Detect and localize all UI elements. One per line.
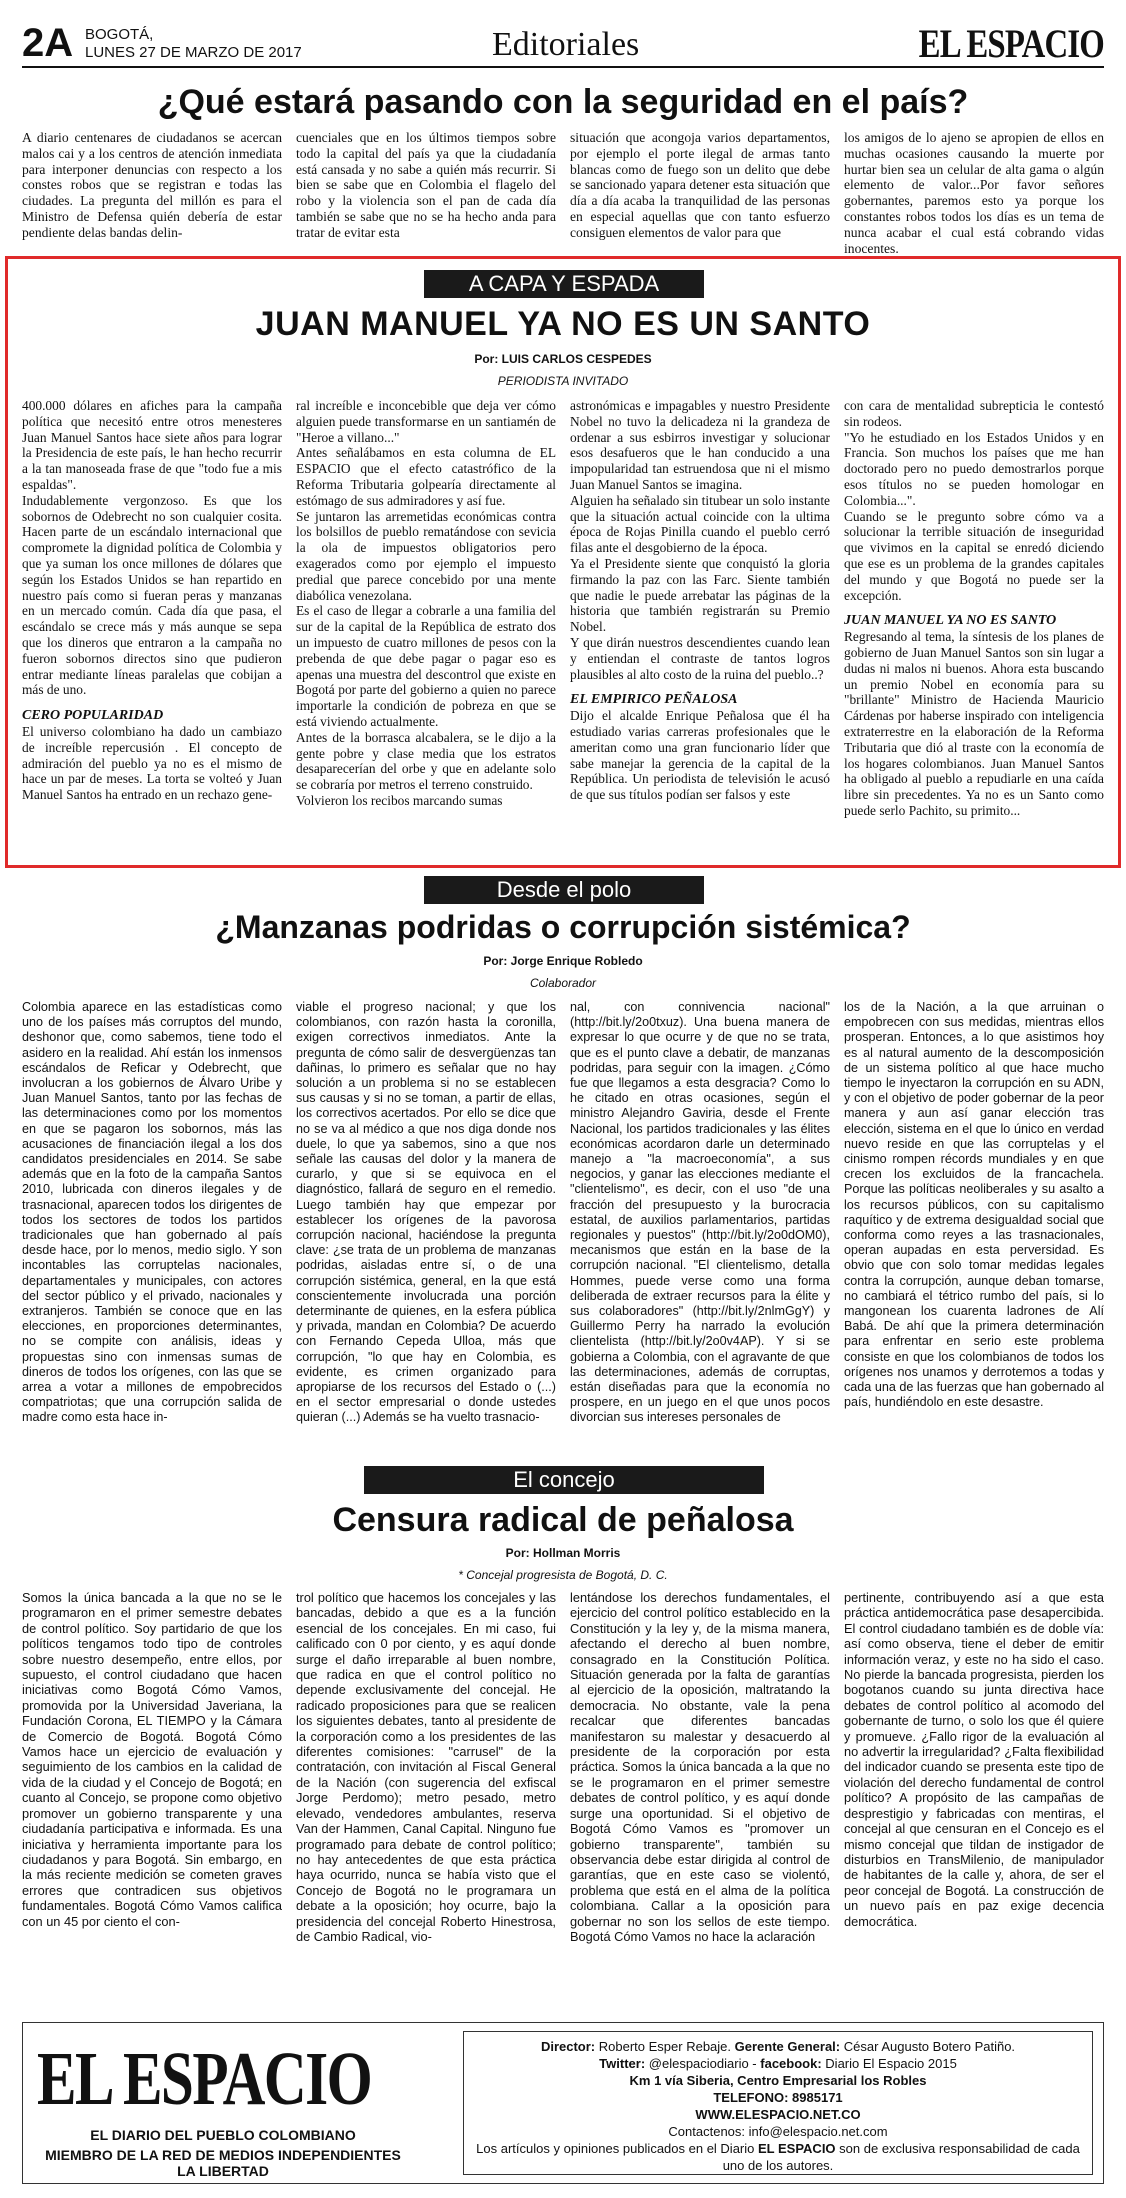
paragraph: Ya el Presidente siente que conquistó la gloria firmando la paz con las Farc. Siente también que nadie le puede arrebatar las páginas de la historia que también registrarán su Premio Nobel. — [570, 555, 830, 635]
page-footer — [22, 2022, 1104, 2184]
editorial-headline: ¿Qué estará pasando con la seguridad en el país? — [157, 83, 969, 121]
paragraph: Cuando se le pregunto sobre cómo va a solucionar la terrible situación de inseguridad que vivimos en la capital se enredó diciendo que ese es un problema de la grandes capitales del mundo y que Bogotá no puede ser la excepción. — [844, 508, 1104, 603]
article-body — [22, 398, 1104, 860]
article-headline: Censura radical de peñalosa — [332, 1501, 794, 1539]
article-headline: ¿Manzanas podridas o corrupción sistémica? — [215, 909, 911, 945]
article-column: pertinente, contribuyendo así a que esta práctica antidemocrática pase desapercibida. El control ciudadano también es de doble vía: así como observa, tiene el deber de emitir información veraz, y este no ha sido el caso. No pierde la bancada progresista, pierden los bogotanos cuando su junta directiva hace debates de control político al acomodo del gobernante de turno, o solo los que él quiere y promueve. ¿Fallo rigor de la evaluación al no advertir la irregularidad? ¿Falta flexibilidad del indicador cuando se presenta este tipo de violación del derecho fundamental de control político? A propósito de las campañas de desprestigio y fabricadas con mentiras, el concejal al que censuran en el Concejo es el mismo concejal que tildan de instigador de disturbios en TransMilenio, de manipulador de habitantes de la calle y, ahora, de ser el peor concejal de Bogotá. La construcción de un nuevo país en paz exige decencia democrática. — [844, 1590, 1104, 1929]
article-column: lentándose los derechos fundamentales, el ejercicio del control político establecido en la Constitución y la ley y, de la misma manera, afectando el derecho al buen nombre, consagrado en la Constitución Política. Situación generada por la falta de garantías al ejercicio de la oposición, maltratando la democracia. No obstante, vale la pena recalcar que diferentes bancadas manifestaron su malestar y desacuerdo al presidente de la corporación por esta práctica. Somos la única bancada a la que no se le programaron en el primer semestre debates de control político, y es aquí donde surge una oportunidad. Si el objetivo de Bogotá Cómo Vamos es "promover un gobierno transparente", también su observancia debe estar dirigida al control de garantías, que en este caso se violentó, problema que está en el alma de la política colombiana. Callar a la oposición para gobernar no son los sellos de este tiempo. Bogotá Cómo Vamos no hace la aclaración — [570, 1590, 830, 1944]
article-column: los de la Nación, a la que arruinan o empobrecen con sus medidas, mientras ellos prosperan. Entonces, a lo que asistimos hoy es al natural aumento de la descomposición de un sistema político al que hace mucho tiempo le inyectaron la corrupción en su ADN, y con el objetivo de poder gobernar de la peor manera y aun así ganar elección tras elección, sistema en el que lo único en verdad nuevo reside en que las corruptelas y el cinismo rompen récords mundiales y en que crecen los excluidos de la francachela. Porque las políticas neoliberales y su asalto a los recursos públicos, con su capitalismo raquítico y de extrema desigualdad social que conforma como reyes a las trasnacionales, operan aupadas en esta perversidad. Es obvio que con solo tomar medidas legales contra la corrupción, aunque deban tomarse, no cambiará el tétrico rumbo del país, si lo mangonean los cuarenta ladrones de Alí Babá. De ahí que la primera determinación para enfrentar en serio este problema consiste en que los colombianos de todos los orígenes nos unamos y derrotemos a todas y cada una de las fuerzas que han gobernado al país, hundiéndolo en este desastre. — [844, 1000, 1104, 1410]
author-role: PERIODISTA INVITADO — [497, 374, 629, 388]
column-tag: El concejo — [364, 1466, 764, 1494]
credits-box — [463, 2031, 1093, 2175]
paragraph: Alguien ha señalado sin titubear un solo instante que la situación actual coincide con la ultima época de Rojas Pinilla cuando el pueblo cerró filas ante el desgobierno de la época. — [570, 492, 830, 556]
manager-name: César Augusto Botero Patiño. — [843, 2039, 1016, 2054]
credits-social — [464, 2055, 1092, 2072]
page-header — [22, 22, 1104, 68]
article-column — [296, 398, 556, 860]
credits-address: Km 1 vía Siberia, Centro Empresarial los Robles — [629, 2073, 927, 2088]
article-byline: Por: Hollman Morris — [505, 1546, 621, 1560]
author-role: * Concejal progresista de Bogotá, D. C. — [458, 1568, 668, 1582]
header-city: BOGOTÁ, — [85, 26, 154, 43]
editorial-column: situación que acongoja varios departamentos, por ejemplo el porte ilegal de armas tanto blancas como de fuego son un delito que debe se sancionado yapara detener esta situación que día a día acaba la tranquilidad de las personas en especial aquellas que con tanto esfuerzo consiguen elementos de valor para que — [570, 130, 830, 240]
facebook-page[interactable]: Diario El Espacio 2015 — [825, 2056, 957, 2071]
newspaper-logo: EL ESPACIO — [918, 21, 1104, 66]
column-tag: A CAPA Y ESPADA — [424, 270, 704, 298]
footer-tagline: EL DIARIO DEL PUEBLO COLOMBIANO — [90, 2127, 356, 2143]
subheading: EL EMPIRICO PEÑALOSA — [570, 692, 738, 708]
article-column — [844, 398, 1104, 860]
twitter-label: Twitter: — [599, 2056, 646, 2071]
credits-staff — [464, 2038, 1092, 2055]
paragraph: Y que dirán nuestros descendientes cuando lean y entiendan el contraste de tantos logros plausibles al alto costo de la ruina del pueblo..? — [570, 634, 830, 682]
paragraph: El universo colombiano ha dado un cambiazo de increíble repercusión . El concepto de admiración del pueblo ya no es el mismo de hace un par de meses. La torta se volteó y Juan Manuel Santos ha entrado en un rechazo gene- — [22, 723, 282, 803]
footer-membership: MIEMBRO DE LA RED DE MEDIOS INDEPENDIENTES LA LIBERTAD — [45, 2147, 401, 2179]
article-column: trol político que hacemos los concejales y las bancadas, debido a que es a la función esencial de los concejales. En mi caso, fui calificado con 0 por ciento, y es aquí donde surge el daño irreparable al buen nombre, que radica en que el control político no depende exclusivamente del concejal. He radicado proposiciones para que se realicen los siguientes debates, tanto al presidente de la corporación como a los presidentes de las diferentes comisiones: "carrusel" de la contratación, con invitación al Fiscal General de la Nación (con sugerencia del exfiscal Jorge Perdomo); metro pesado, metro elevado, vendedores ambulantes, reserva Van der Hammen, Canal Capital. Ninguno fue programado para debate de control político; no hay antecedentes de que esta práctica haya ocurrido, nunca se había visto que el Concejo de Bogotá no le programara un debate a la oposición; hoy ocurre, bajo la presidencia del concejal Roberto Hinestrosa, de Cambio Radical, vio- — [296, 1590, 556, 1944]
article-body — [22, 1000, 1104, 1448]
article-column — [22, 398, 282, 860]
disclaimer-text: son de exclusiva responsabilidad de cada uno de los autores. — [722, 2141, 1080, 2173]
paragraph: Se juntaron las arremetidas económicas contra los bolsillos de pueblo rematándose con sevicia la ola de impuestos obligatorios pero exagerados como por ejemplo el impuesto predial que parece concebido por una mente diabólica venezolana. — [296, 508, 556, 603]
article-column: Colombia aparece en las estadísticas como uno de los países más corruptos del mundo, deshonor que, como sabemos, tiene todo el asidero en la realidad. Ahí están los inmensos escándalos de Reficar y Odebrecht, que involucran a los gobiernos de Álvaro Uribe y Juan Manuel Santos, tanto por las fechas de las determinaciones como por los momentos en que se pagaron los sobornos, más las acusaciones de financiación ilegal a los dos candidatos presidenciales en 2014. Se sabe además que en la foto de la campaña Santos 2010, lubricada con dineros ilegales y de trasnacional, aparecen todos los dirigentes de todos los sectores de todos los partidos tradicionales que han gobernado al país desde hace, por lo menos, medio siglo. Y son incontables las corruptelas nacionales, departamentales y municipales, con actores del sector público y el privado, nacionales y extranjeros. También se conoce que en las elecciones, en proporciones determinantes, no se compite con análisis, ideas y propuestas sino con inmensas sumas de dineros de todos los orígenes, con las que se arrea a votar a millones de empobrecidos compatriotas; que una corrupción salida de madre como esta hace in- — [22, 1000, 282, 1425]
paragraph: ral increíble e inconcebible que deja ver cómo alguien puede transformarse en un santiamén de "Heroe a villano..." — [296, 398, 556, 445]
editorial-column: los amigos de lo ajeno se apropien de ellos en muchas ocasiones causando la muerte por hurtar bien sea un celular de alta gama o algún elemento de valor...Por favor señores gobernantes, paremos esto ya porque los constantes robos todos los días es un tema de nunca acabar el cual está cobrando vidas inocentes. — [844, 130, 1104, 256]
header-date: LUNES 27 DE MARZO DE 2017 — [85, 44, 302, 61]
editorial-column: A diario centenares de ciudadanos se acercan malos cai y a los centros de atención inmediata para interponer denuncias con respecto a los constes robos que se registran e todas las ciudades. La pregunta del millón es para el Ministro de Defensa quién debería de estar pendiente delas bandas delin- — [22, 130, 282, 240]
paragraph: Regresando al tema, la síntesis de los planes de gobierno de Juan Manuel Santos son sin lugar a dudas ni malos ni buenos. Ahora esta buscando un premio Nobel en economía para su "brillante" Ministro de Hacienda Mauricio Cárdenas por haberse inspirado con inteligencia extraterrestre en la elaboración de la Reforma Tributaria que dió al traste con la economía de los hogares colombianos. Juan Manuel Santos ha obligado al pueblo a repudiarle en una caída libre sin precedentes. Ya no es un Santo como puede serlo Pachito, su primito... — [844, 629, 1104, 818]
paragraph: "Yo he estudiado en los Estados Unidos y en Francia. Son muchos los países que me han doctorado pero no puedo demostrarlos porque esos títulos no se pueden homologar en Colombia...". — [844, 429, 1104, 508]
article-body — [22, 1590, 1104, 2008]
page-number: 2A — [22, 21, 74, 65]
paragraph: Volvieron los recibos marcando sumas — [296, 792, 503, 808]
article-column: nal, con connivencia nacional" (http://bit.ly/2o0txuz). Una buena manera de expresar lo que ocurre y de que no se trata, que es el punto clave a debatir, de manzanas podridas, para seguir con la imagen. ¿Cómo fue que llegamos a esta desgracia? Como lo he citado en otras ocasiones, según el ministro Alejandro Gaviria, desde el Frente Nacional, los partidos tradicionales y las élites económicas acordaron darle un determinado manejo a "la macroeconomía", a sus negocios, y ganar las elecciones mediante el "clientelismo", es decir, con el uso "de una fracción del presupuesto y la burocracia estatal, de auxilios parlamentarios, partidas regionales y puestos" (http://bit.ly/2o0dOM0), mecanismos que están en la base de la corrupción nacional. "El clientelismo, detalla Hommes, puede verse como una forma deliberada de extraer recursos para la élite y sus colaboradores" (http://bit.ly/2nlmGgY) y Guillermo Perry ha narrado la evolución clientelista (http://bit.ly/2o0v4AP). Y si se gobierna a Colombia, con el agravante de que las determinaciones, además de corruptas, están diseñadas para que la economía no prospere, en un juego en el que unos pocos divorcian sus intereses personales de — [570, 1000, 830, 1425]
subheading: CERO POPULARIDAD — [22, 708, 164, 724]
editorial-body — [22, 130, 1104, 256]
disclaimer-brand: EL ESPACIO — [758, 2141, 836, 2156]
article-column: viable el progreso nacional; y que los colombianos, con razón hasta la coronilla, exigen correctivos inmediatos. Ante la pregunta de cómo salir de desvergüenzas tan dañinas, lo primero es señalar que no hay solución a un problema si no se establecen sus causas y si no se toman, a partir de ellas, los correctivos acertados. Por ello se dice que no se va al médico a que nos diga donde nos duele, lo que ya sabemos, sino a que nos señale las causas del dolor y la manera de curarlo, y que si se equivoca en el diagnóstico, fallará de seguro en el remedio. Luego también hay que empezar por establecer los orígenes de la pavorosa corrupción nacional, haciéndose la pregunta clave: ¿se trata de un problema de manzanas podridas, aisladas entre sí, o de una corrupción sistémica, general, en la que está conscientemente involucrada una porción determinante de quienes, en la esfera pública y privada, mandan en Colombia? De acuerdo con Fernando Cepeda Ulloa, más que corrupción, "lo que hay en Colombia, es evidente, es crimen organizado para apropiarse de los recursos del Estado o (...) en el sector empresarial o donde ustedes quieran (...) Además se ha vuelto trasnacio- — [296, 1000, 556, 1425]
section-title: Editoriales — [492, 26, 640, 63]
paragraph: Antes señalábamos en esta columna de EL ESPACIO que el efecto catastrófico de la Reforma Tributaria golpearía directamente al estómago de sus admiradores y así fue. — [296, 445, 556, 508]
author-role: Colaborador — [529, 976, 597, 990]
article-byline: Por: LUIS CARLOS CESPEDES — [474, 352, 652, 366]
paragraph: Es el caso de llegar a cobrarle a una familia del sur de la capital de la República de estrato dos un impuesto de cuatro millones de pesos con la prebenda de que debe pagar o pagar eso es apenas una muestra del descontrol que existe en Bogotá por parte del gobierno a quien no parece importarle la condición de pobreza en que se está viviendo actualmente. — [296, 603, 556, 729]
article-headline: JUAN MANUEL YA NO ES UN SANTO — [255, 305, 871, 343]
column-tag: Desde el polo — [424, 876, 704, 904]
subheading: JUAN MANUEL YA NO ES SANTO — [844, 613, 1057, 629]
paragraph: con cara de mentalidad subrepticia le contestó sin rodeos. — [844, 398, 1104, 429]
disclaimer-text: Los artículos y opiniones publicados en el Diario — [476, 2141, 755, 2156]
director-name: Roberto Esper Rebaje. — [598, 2039, 732, 2054]
article-byline: Por: Jorge Enrique Robledo — [483, 954, 643, 968]
credits-website[interactable]: WWW.ELESPACIO.NET.CO — [695, 2107, 861, 2122]
manager-label: Gerente General: — [734, 2039, 841, 2054]
facebook-label: facebook: — [760, 2056, 822, 2071]
credits-contact[interactable]: Contactenos: info@elespacio.net.com — [668, 2124, 888, 2139]
editorial-column: cuenciales que en los últimos tiempos sobre todo la capital del país ya que la ciudadanía está cansada y no sabe a quién más recurrir. Si bien se sabe que en Colombia el flagelo del robo y la violencia son el pan de cada día también se sabe que no se ha hecho anda para tratar de evitar esta — [296, 130, 556, 240]
twitter-handle[interactable]: @elespaciodiario - — [648, 2056, 757, 2071]
paragraph: astronómicas e impagables y nuestro Presidente Nobel no tuvo la delicadeza ni la grandeza de ordenar a sus esbirros investigar y solucionar esos desafueros que le han conducido a una impopularidad tan estruendosa que ni el mismo Juan Manuel Santos se imagina. — [570, 398, 830, 492]
paragraph: 400.000 dólares en afiches para la campaña política que necesitó entre otros menesteres Juan Manuel Santos hace siete años para lograr la Presidencia de este país, le han hecho recurrir a la tan manoseada frase de que "todo fue a mis espaldas". — [22, 398, 282, 492]
article-column — [570, 398, 830, 860]
article-column: Somos la única bancada a la que no se le programaron en el primer semestre debates de control político. Soy partidario de que los políticos tengamos todo tipo de controles sobre nuestro desempeño, entre ellos, por supuesto, el control ciudadano que hacen iniciativas como Bogotá Cómo Vamos, promovida por la Universidad Javeriana, la Fundación Corona, EL TIEMPO y la Cámara de Comercio de Bogotá. Bogotá Cómo Vamos hace un ejercicio de evaluación y seguimiento de los cambios en la calidad de vida de la ciudad y el Concejo de Bogotá; en cuanto al Concejo, se propone como objetivo promover un gobierno transparente y una ciudadanía participativa e informada. Es una iniciativa y herramienta importante para los ciudadanos y para Bogotá. Sin embargo, en la más reciente medición se cometen graves errores que contradicen sus objetivos fundamentales. Bogotá Cómo Vamos califica con un 45 por ciento el con- — [22, 1590, 282, 1929]
paragraph: Antes de la borrasca alcabalera, se le dijo a la gente pobre y clase media que los estratos desaparecerían del orbe y que en adelante solo se cobraría por metros el terreno construido. — [296, 729, 556, 793]
paragraph: Indudablemente vergonzoso. Es que los sobornos de Odebrecht no son cualquier cosita. Hacen parte de un escándalo internacional que compromete la dignidad política de Colombia y que ya suman los once millones de dólares que según los Estados Unidos se han repartido en nuestro país como si fueran peras y manzanas en un mercado común. Cada día que pasa, el escándalo se crece más y más aunque se sepa que los dineros que entraron a la campaña no fueron sobornos directos sino que pudieron entrar mediante líneas paralelas que cobijan a más de uno. — [22, 492, 282, 698]
director-label: Director: — [540, 2039, 596, 2054]
credits-phone: TELEFONO: 8985171 — [713, 2090, 843, 2105]
credits-disclaimer — [464, 2140, 1092, 2174]
paragraph: Dijo el alcalde Enrique Peñalosa que él ha estudiado varias carreras profesionales que le ameritan como una gran funcionario líder que sabe manejar la gerencia de la capital de la República. Un periodista de televisión le acusó de que sus títulos podían ser falsos y este — [570, 708, 830, 803]
footer-logo: EL ESPACIO — [37, 2037, 372, 2121]
